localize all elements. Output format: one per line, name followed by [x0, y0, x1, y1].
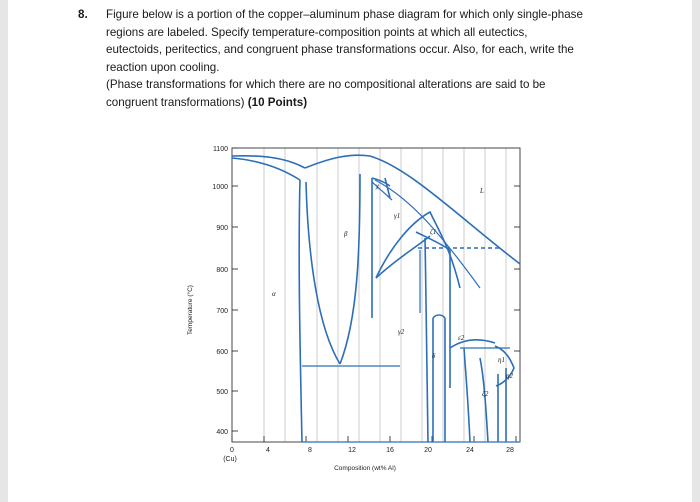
- region-delta: δ: [432, 352, 436, 360]
- x-origin-sub: (Cu): [223, 456, 237, 463]
- right-frame: [692, 0, 700, 502]
- question-line: reaction upon cooling.: [106, 60, 220, 74]
- gamma1-left: [376, 212, 460, 288]
- epsilon-left: [464, 348, 470, 442]
- y-tick-label: 1000: [212, 184, 228, 191]
- phase-boundaries: [232, 155, 520, 442]
- eta-boundary: [450, 340, 495, 348]
- y-tick-labels: [212, 146, 228, 436]
- epsilon-right: [480, 358, 488, 442]
- region-epsilon2: ε2: [458, 334, 465, 342]
- x-tick-label: 16: [386, 447, 394, 454]
- phase-diagram-figure: [180, 138, 540, 483]
- region-eta1: η1: [498, 356, 505, 364]
- x-tick-label: 4: [266, 447, 270, 454]
- gamma2-line: [425, 238, 428, 442]
- y-tick-label: 600: [216, 349, 228, 356]
- region-gamma1: γ1: [394, 212, 401, 220]
- region-liquid: L: [480, 187, 484, 195]
- y-tick-label: 1100: [212, 146, 228, 153]
- y-tick-label: 500: [216, 389, 228, 396]
- x-tick-label: 12: [348, 447, 356, 454]
- x-tick-label: 28: [506, 447, 514, 454]
- x-axis-title: Composition (wt% Al): [334, 465, 396, 472]
- note-line: (Phase transformations for which there are no compositional alterations are said to be: [106, 78, 546, 92]
- alpha-solvus: [299, 180, 302, 442]
- region-beta: β: [344, 230, 348, 238]
- note-line: congruent transformations) (10 Points): [106, 95, 308, 109]
- y-axis-title: Temperature (°C): [187, 285, 194, 335]
- x-tick-label: 24: [466, 447, 474, 454]
- question-line: Figure below is a portion of the copper–aluminum phase diagram for which only single-phase: [106, 8, 583, 21]
- y-tick-label: 400: [216, 429, 228, 436]
- y-tick-label: 900: [216, 225, 228, 232]
- y-tick-label: 700: [216, 308, 228, 315]
- question-line: eutectoids, peritectics, and congruent phase transformations occur. Also, for each, write the: [106, 43, 574, 57]
- question-block: [78, 6, 618, 112]
- beta-left: [306, 182, 340, 364]
- x-tick-label: 20: [424, 447, 432, 454]
- question-line: regions are labeled. Specify temperature-composition points at which all eutectics,: [106, 25, 528, 39]
- question-note: [106, 76, 618, 111]
- beta-right: [340, 174, 360, 364]
- points-label: (10 Points): [247, 95, 308, 109]
- region-gamma2: γ2: [398, 328, 405, 336]
- region-zeta2: ζ2: [482, 390, 489, 398]
- liquidus-main: [305, 155, 520, 264]
- left-frame: [0, 0, 8, 502]
- liquidus-left: [232, 156, 305, 168]
- question-number: 8.: [78, 8, 88, 21]
- x-axis-ticks: [232, 436, 516, 442]
- region-chi: χ: [376, 182, 380, 190]
- region-alpha: α: [272, 290, 276, 298]
- region-zeta1: ζ1: [430, 228, 437, 236]
- x-tick-labels: [223, 447, 514, 463]
- x-tick-label: 8: [308, 447, 312, 454]
- x-tick-label: 0: [230, 447, 234, 454]
- question-text: [106, 6, 618, 76]
- region-eta2: η2: [506, 372, 513, 380]
- y-tick-label: 800: [216, 267, 228, 274]
